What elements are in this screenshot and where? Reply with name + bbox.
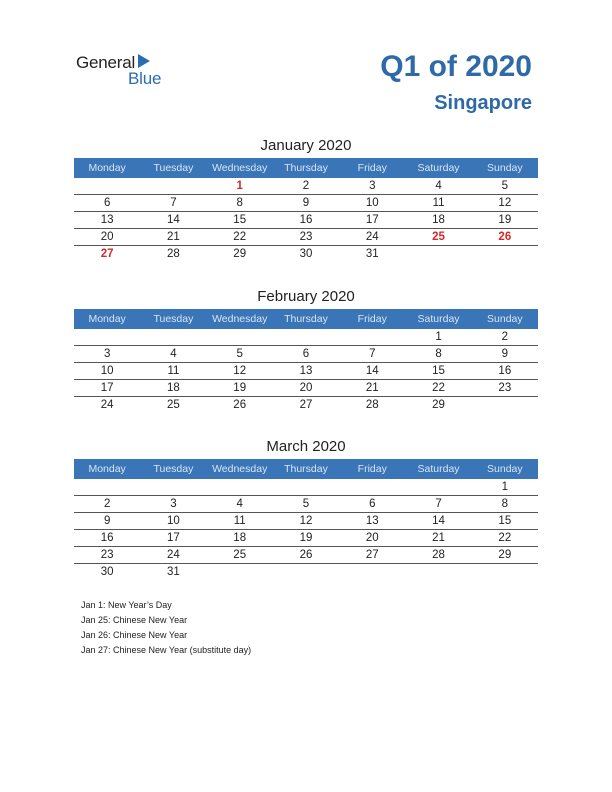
weekday-label: Saturday — [417, 463, 460, 475]
day-cell — [405, 246, 471, 262]
day-cell: 16 — [100, 532, 114, 544]
day-cell: 26 — [233, 399, 247, 411]
week-row — [74, 380, 538, 397]
day-cell: 26 — [299, 549, 313, 561]
day-cell: 13 — [299, 365, 313, 377]
day-cell: 17 — [365, 214, 379, 226]
weekday-label: Monday — [88, 463, 126, 475]
day-cell: 5 — [501, 180, 509, 192]
day-cell: 13 — [100, 214, 114, 226]
day-cell: 2 — [302, 180, 310, 192]
day-cell: 1 — [236, 180, 243, 192]
day-cell: 7 — [435, 498, 442, 510]
weekday-label: Friday — [357, 313, 387, 325]
day-cell: 3 — [369, 180, 376, 192]
week-row — [74, 564, 538, 580]
day-cell — [74, 178, 140, 194]
day-cell: 4 — [170, 348, 177, 360]
weekday-label: Wednesday — [212, 162, 268, 174]
week-row — [74, 212, 538, 229]
day-cell: 27 — [100, 248, 114, 260]
month-march — [74, 436, 538, 580]
day-cell — [140, 178, 206, 194]
day-cell: 20 — [365, 532, 379, 544]
day-cell: 16 — [498, 365, 512, 377]
day-cell: 3 — [170, 498, 177, 510]
day-cell: 20 — [299, 382, 313, 394]
week-row — [74, 547, 538, 564]
day-cell: 21 — [365, 382, 379, 394]
weekday-label: Thursday — [284, 162, 328, 174]
day-cell: 6 — [302, 348, 310, 360]
week-row — [74, 195, 538, 212]
day-cell: 29 — [498, 549, 512, 561]
day-cell: 8 — [501, 498, 509, 510]
day-cell — [273, 479, 339, 495]
week-row — [74, 397, 538, 413]
weekday-header — [74, 459, 538, 479]
day-cell — [273, 564, 339, 580]
holiday-note: Jan 1: New Year’s Day — [81, 600, 172, 610]
day-cell — [207, 329, 273, 345]
weekday-label: Thursday — [284, 313, 328, 325]
weekday-label: Thursday — [284, 463, 328, 475]
holiday-notes — [81, 598, 251, 658]
page-subtitle: Singapore — [434, 92, 532, 114]
week-row — [74, 530, 538, 547]
logo-general-text: General — [76, 53, 136, 72]
day-cell: 24 — [167, 549, 180, 561]
day-cell: 15 — [432, 365, 445, 377]
holiday-note: Jan 27: Chinese New Year (substitute day) — [81, 645, 252, 655]
day-cell: 21 — [167, 231, 180, 243]
day-cell: 29 — [233, 248, 247, 260]
day-cell — [339, 479, 405, 495]
day-cell: 22 — [233, 231, 247, 243]
weekday-label: Monday — [88, 313, 126, 325]
day-cell: 2 — [103, 498, 111, 510]
day-cell: 10 — [167, 515, 180, 527]
day-cell: 12 — [498, 197, 512, 209]
day-cell: 19 — [299, 532, 313, 544]
day-cell: 28 — [365, 399, 379, 411]
day-cell — [140, 329, 206, 345]
day-cell: 24 — [100, 399, 114, 411]
logo — [76, 53, 176, 89]
day-cell: 12 — [233, 365, 247, 377]
holiday-note: Jan 25: Chinese New Year — [81, 615, 188, 625]
weekday-label: Monday — [88, 162, 126, 174]
day-cell: 6 — [369, 498, 376, 510]
day-cell: 27 — [365, 549, 379, 561]
day-cell: 14 — [167, 214, 180, 226]
day-cell: 15 — [498, 515, 512, 527]
day-cell — [207, 564, 273, 580]
day-cell: 29 — [432, 399, 445, 411]
weekday-label: Wednesday — [212, 463, 268, 475]
week-row — [74, 513, 538, 530]
day-cell: 2 — [501, 331, 509, 343]
day-cell — [74, 329, 140, 345]
day-cell: 23 — [100, 549, 114, 561]
day-cell: 24 — [365, 231, 379, 243]
logo-flag-icon — [138, 54, 150, 68]
day-cell: 14 — [365, 365, 379, 377]
day-cell: 11 — [167, 365, 180, 377]
day-cell: 1 — [435, 331, 442, 343]
day-cell: 18 — [167, 382, 180, 394]
day-cell: 22 — [432, 382, 445, 394]
day-cell: 8 — [435, 348, 442, 360]
week-row — [74, 329, 538, 346]
day-cell: 9 — [501, 348, 509, 360]
weekday-label: Friday — [357, 162, 387, 174]
day-cell: 30 — [299, 248, 313, 260]
day-cell: 11 — [432, 197, 445, 209]
day-cell: 9 — [302, 197, 310, 209]
day-cell: 27 — [299, 399, 313, 411]
day-cell — [339, 329, 405, 345]
day-cell — [74, 479, 140, 495]
weekday-label: Tuesday — [153, 162, 194, 174]
month-title: February 2020 — [257, 288, 355, 305]
week-row — [74, 496, 538, 513]
month-title: January 2020 — [260, 137, 352, 154]
weekday-label: Tuesday — [153, 313, 194, 325]
weekday-label: Sunday — [487, 463, 523, 475]
weekday-header — [74, 309, 538, 329]
day-cell: 10 — [365, 197, 379, 209]
day-cell: 31 — [167, 566, 180, 578]
day-cell — [405, 479, 471, 495]
week-row — [74, 346, 538, 363]
day-cell — [140, 479, 206, 495]
day-cell: 4 — [236, 498, 243, 510]
day-cell: 13 — [365, 515, 379, 527]
month-january — [74, 135, 538, 262]
day-cell — [472, 397, 538, 413]
day-cell — [207, 479, 273, 495]
day-cell: 18 — [233, 532, 247, 544]
holiday-note: Jan 26: Chinese New Year — [81, 630, 188, 640]
day-cell: 28 — [167, 248, 180, 260]
day-cell: 23 — [498, 382, 512, 394]
day-cell: 21 — [432, 532, 445, 544]
day-cell: 7 — [170, 197, 177, 209]
day-cell: 26 — [498, 231, 512, 243]
day-cell: 28 — [432, 549, 445, 561]
day-cell: 16 — [299, 214, 313, 226]
week-row — [74, 363, 538, 380]
month-february — [74, 286, 538, 413]
day-cell: 14 — [432, 515, 445, 527]
day-cell: 19 — [498, 214, 512, 226]
day-cell — [339, 564, 405, 580]
day-cell: 5 — [236, 348, 243, 360]
day-cell: 15 — [233, 214, 247, 226]
weekday-label: Wednesday — [212, 313, 268, 325]
weekday-label: Tuesday — [153, 463, 194, 475]
day-cell — [405, 564, 471, 580]
day-cell: 12 — [299, 515, 313, 527]
day-cell: 31 — [365, 248, 379, 260]
day-cell: 8 — [236, 197, 243, 209]
day-cell: 18 — [432, 214, 445, 226]
day-cell: 25 — [233, 549, 247, 561]
weekday-header — [74, 158, 538, 178]
weekday-label: Saturday — [417, 162, 460, 174]
day-cell — [273, 329, 339, 345]
day-cell: 11 — [233, 515, 246, 527]
weekday-label: Sunday — [487, 162, 523, 174]
day-cell: 20 — [100, 231, 114, 243]
logo-blue-text: Blue — [128, 69, 162, 88]
weekday-label: Sunday — [487, 313, 523, 325]
weekday-label: Saturday — [417, 313, 460, 325]
weekday-label: Friday — [357, 463, 387, 475]
week-row — [74, 229, 538, 246]
day-cell: 17 — [100, 382, 114, 394]
day-cell: 25 — [167, 399, 180, 411]
day-cell: 9 — [103, 515, 111, 527]
day-cell: 30 — [100, 566, 114, 578]
day-cell: 17 — [167, 532, 180, 544]
day-cell: 7 — [369, 348, 376, 360]
week-row — [74, 178, 538, 195]
day-cell: 22 — [498, 532, 512, 544]
day-cell: 4 — [435, 180, 442, 192]
day-cell: 19 — [233, 382, 247, 394]
week-row — [74, 246, 538, 262]
page-title: Q1 of 2020 — [380, 50, 532, 83]
day-cell: 6 — [103, 197, 111, 209]
day-cell — [472, 246, 538, 262]
day-cell: 10 — [100, 365, 114, 377]
day-cell: 5 — [302, 498, 310, 510]
week-row — [74, 479, 538, 496]
day-cell: 1 — [501, 481, 509, 493]
day-cell: 25 — [432, 231, 445, 243]
day-cell — [472, 564, 538, 580]
day-cell: 3 — [103, 348, 111, 360]
day-cell: 23 — [299, 231, 313, 243]
month-title: March 2020 — [266, 438, 346, 455]
